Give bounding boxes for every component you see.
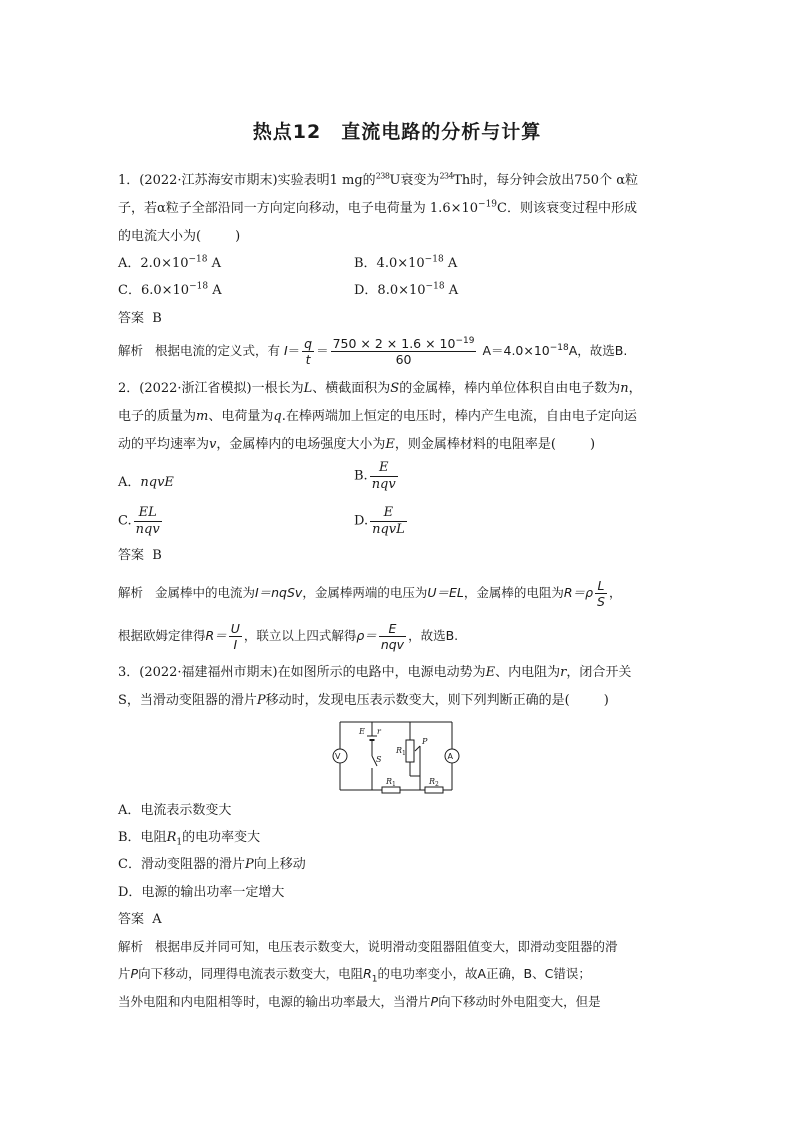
exponent: −19 xyxy=(478,199,498,210)
q3-line-1: 3．(2022·福建福州市期末)在如图所示的电路中，电源电动势为E、内电阻为r，闭合开关 xyxy=(118,665,632,680)
q1-option-a: A．$2.0\times 10^{-18}$ A xyxy=(118,254,222,271)
q3-option-d: D．电源的输出功率一定增大 xyxy=(118,885,285,900)
ammeter-label: A xyxy=(447,752,453,761)
slider-label: P xyxy=(422,737,428,746)
q2-answer: 答案 B xyxy=(118,548,162,563)
q2-line-1: 2．(2022·浙江省模拟)一根长为L、横截面积为S的金属棒，棒内单位体积自由电子数为n， xyxy=(118,381,642,396)
q1-answer: 答案 B xyxy=(118,311,162,326)
resistor-r1-label: $R_1$ xyxy=(386,777,396,788)
q1-text: C．则该衰变过程中形成 xyxy=(497,201,637,216)
rheostat-r1 xyxy=(406,740,414,762)
resistor-r2 xyxy=(425,787,443,793)
q2-line-3: 动的平均速率为v，金属棒内的电场强度大小为E，则金属棒材料的电阻率是( ) xyxy=(118,437,596,452)
q1-solution: 解析 根据电流的定义式，有 I＝ $\frac{q}{t}$ ＝ $\frac{750 \times 2 \times 1.6 \times 10^{-19}}{60}$ $A=4.0\times 10^{-18}A$，故选B. xyxy=(118,335,628,367)
fraction-q-over-t: $\frac{q}{t}$ xyxy=(304,336,313,367)
q3-solution-line-3: 当外电阻和内电阻相等时，电源的输出功率最大，当滑片P向下移动时外电阻变大，但是 xyxy=(118,994,601,1009)
circuit-diagram xyxy=(330,718,460,794)
q3-option-c: C．滑动变阻器的滑片P向上移动 xyxy=(118,857,306,872)
q2-option-b: B. $\frac{E}{\text{nqv}}$ xyxy=(354,460,396,492)
page-title: 热点12 直流电路的分析与计算 xyxy=(252,121,542,143)
resistor-r1 xyxy=(382,787,400,793)
fraction-current: $\frac{750 \times 2 \times 1.6 \times 10^{-19}}{60}$ xyxy=(332,335,475,367)
q3-option-a: A．电流表示数变大 xyxy=(118,803,232,818)
q3-option-b: B．电阻$R_1$的电功率变大 xyxy=(118,830,261,848)
q2-line-2: 电子的质量为m、电荷量为q.在棒两端加上恒定的电压时，棒内产生电流，自由电子定向运 xyxy=(118,409,637,424)
voltmeter-label: V xyxy=(335,752,341,761)
q1-text: 子，若α粒子全部沿同一方向定向移动，电子电荷量为 1.6×10 xyxy=(118,201,479,216)
switch-label: S xyxy=(376,755,382,764)
q2-solution-line-1: 解析 金属棒中的电流为I＝nqSv，金属棒两端的电压为U＝EL，金属棒的电阻为R＝ρ $\frac{L}{S}$ ， xyxy=(118,578,622,609)
rheostat-label: $R_1$ xyxy=(396,746,406,757)
q1-line-3 xyxy=(118,227,240,247)
q1-option-b: B．$4.0\times 10^{-18}$ A xyxy=(354,254,458,271)
q1-text: U衰变为 xyxy=(389,173,440,188)
slider-arrow xyxy=(415,746,420,751)
q1-text: Th时，每分钟会放出750个 α粒 xyxy=(453,173,638,188)
q2-solution-line-2: 根据欧姆定律得R＝ $\frac{U}{I}$ ，联立以上四式解得ρ＝ $\frac{E}{\text{nqv}}$ ，故选B. xyxy=(118,621,459,652)
resistor-r2-label: $R_2$ xyxy=(429,777,439,788)
q1-text: 的电流大小为( xyxy=(118,229,202,244)
q2-option-d: D. $\frac{E}{\text{nqvL}}$ xyxy=(354,505,405,537)
internal-resistance-label: r xyxy=(377,727,381,736)
q1-option-c: C．$6.0\times 10^{-18}$ A xyxy=(118,281,222,298)
isotope-mass: 234 xyxy=(439,171,454,181)
q1-option-d: D．$8.0\times 10^{-18}$ A xyxy=(354,281,459,298)
q3-line-2: S，当滑动变阻器的滑片P移动时，发现电压表示数变大，则下列判断正确的是( ) xyxy=(118,693,609,708)
q3-solution-line-2: 片P向下移动，同理得电流表示数变大，电阻$R_1$的电功率变小，故A正确，B、C错误； xyxy=(118,966,591,985)
answer-value: B xyxy=(152,311,162,326)
q2-option-a: A．nqvE xyxy=(118,475,174,490)
q1-line-1 xyxy=(118,171,638,191)
q3-answer: 答案 A xyxy=(118,912,162,927)
q1-line-2 xyxy=(118,199,637,219)
q1-text: 1．(2022·江苏海安市期末)实验表明1 mg的 xyxy=(118,173,376,188)
answer-value: A xyxy=(152,912,162,927)
answer-value: B xyxy=(152,548,162,563)
q3-solution-line-1: 解析 根据串反并同可知，电压表示数变大，说明滑动变阻器阻值变大，即滑动变阻器的滑 xyxy=(118,939,618,954)
isotope-mass: 238 xyxy=(375,171,390,181)
q2-option-c: C. $\frac{EL}{\text{nqv}}$ xyxy=(118,505,160,537)
emf-label: E xyxy=(359,727,365,736)
q1-text: ) xyxy=(235,229,241,244)
